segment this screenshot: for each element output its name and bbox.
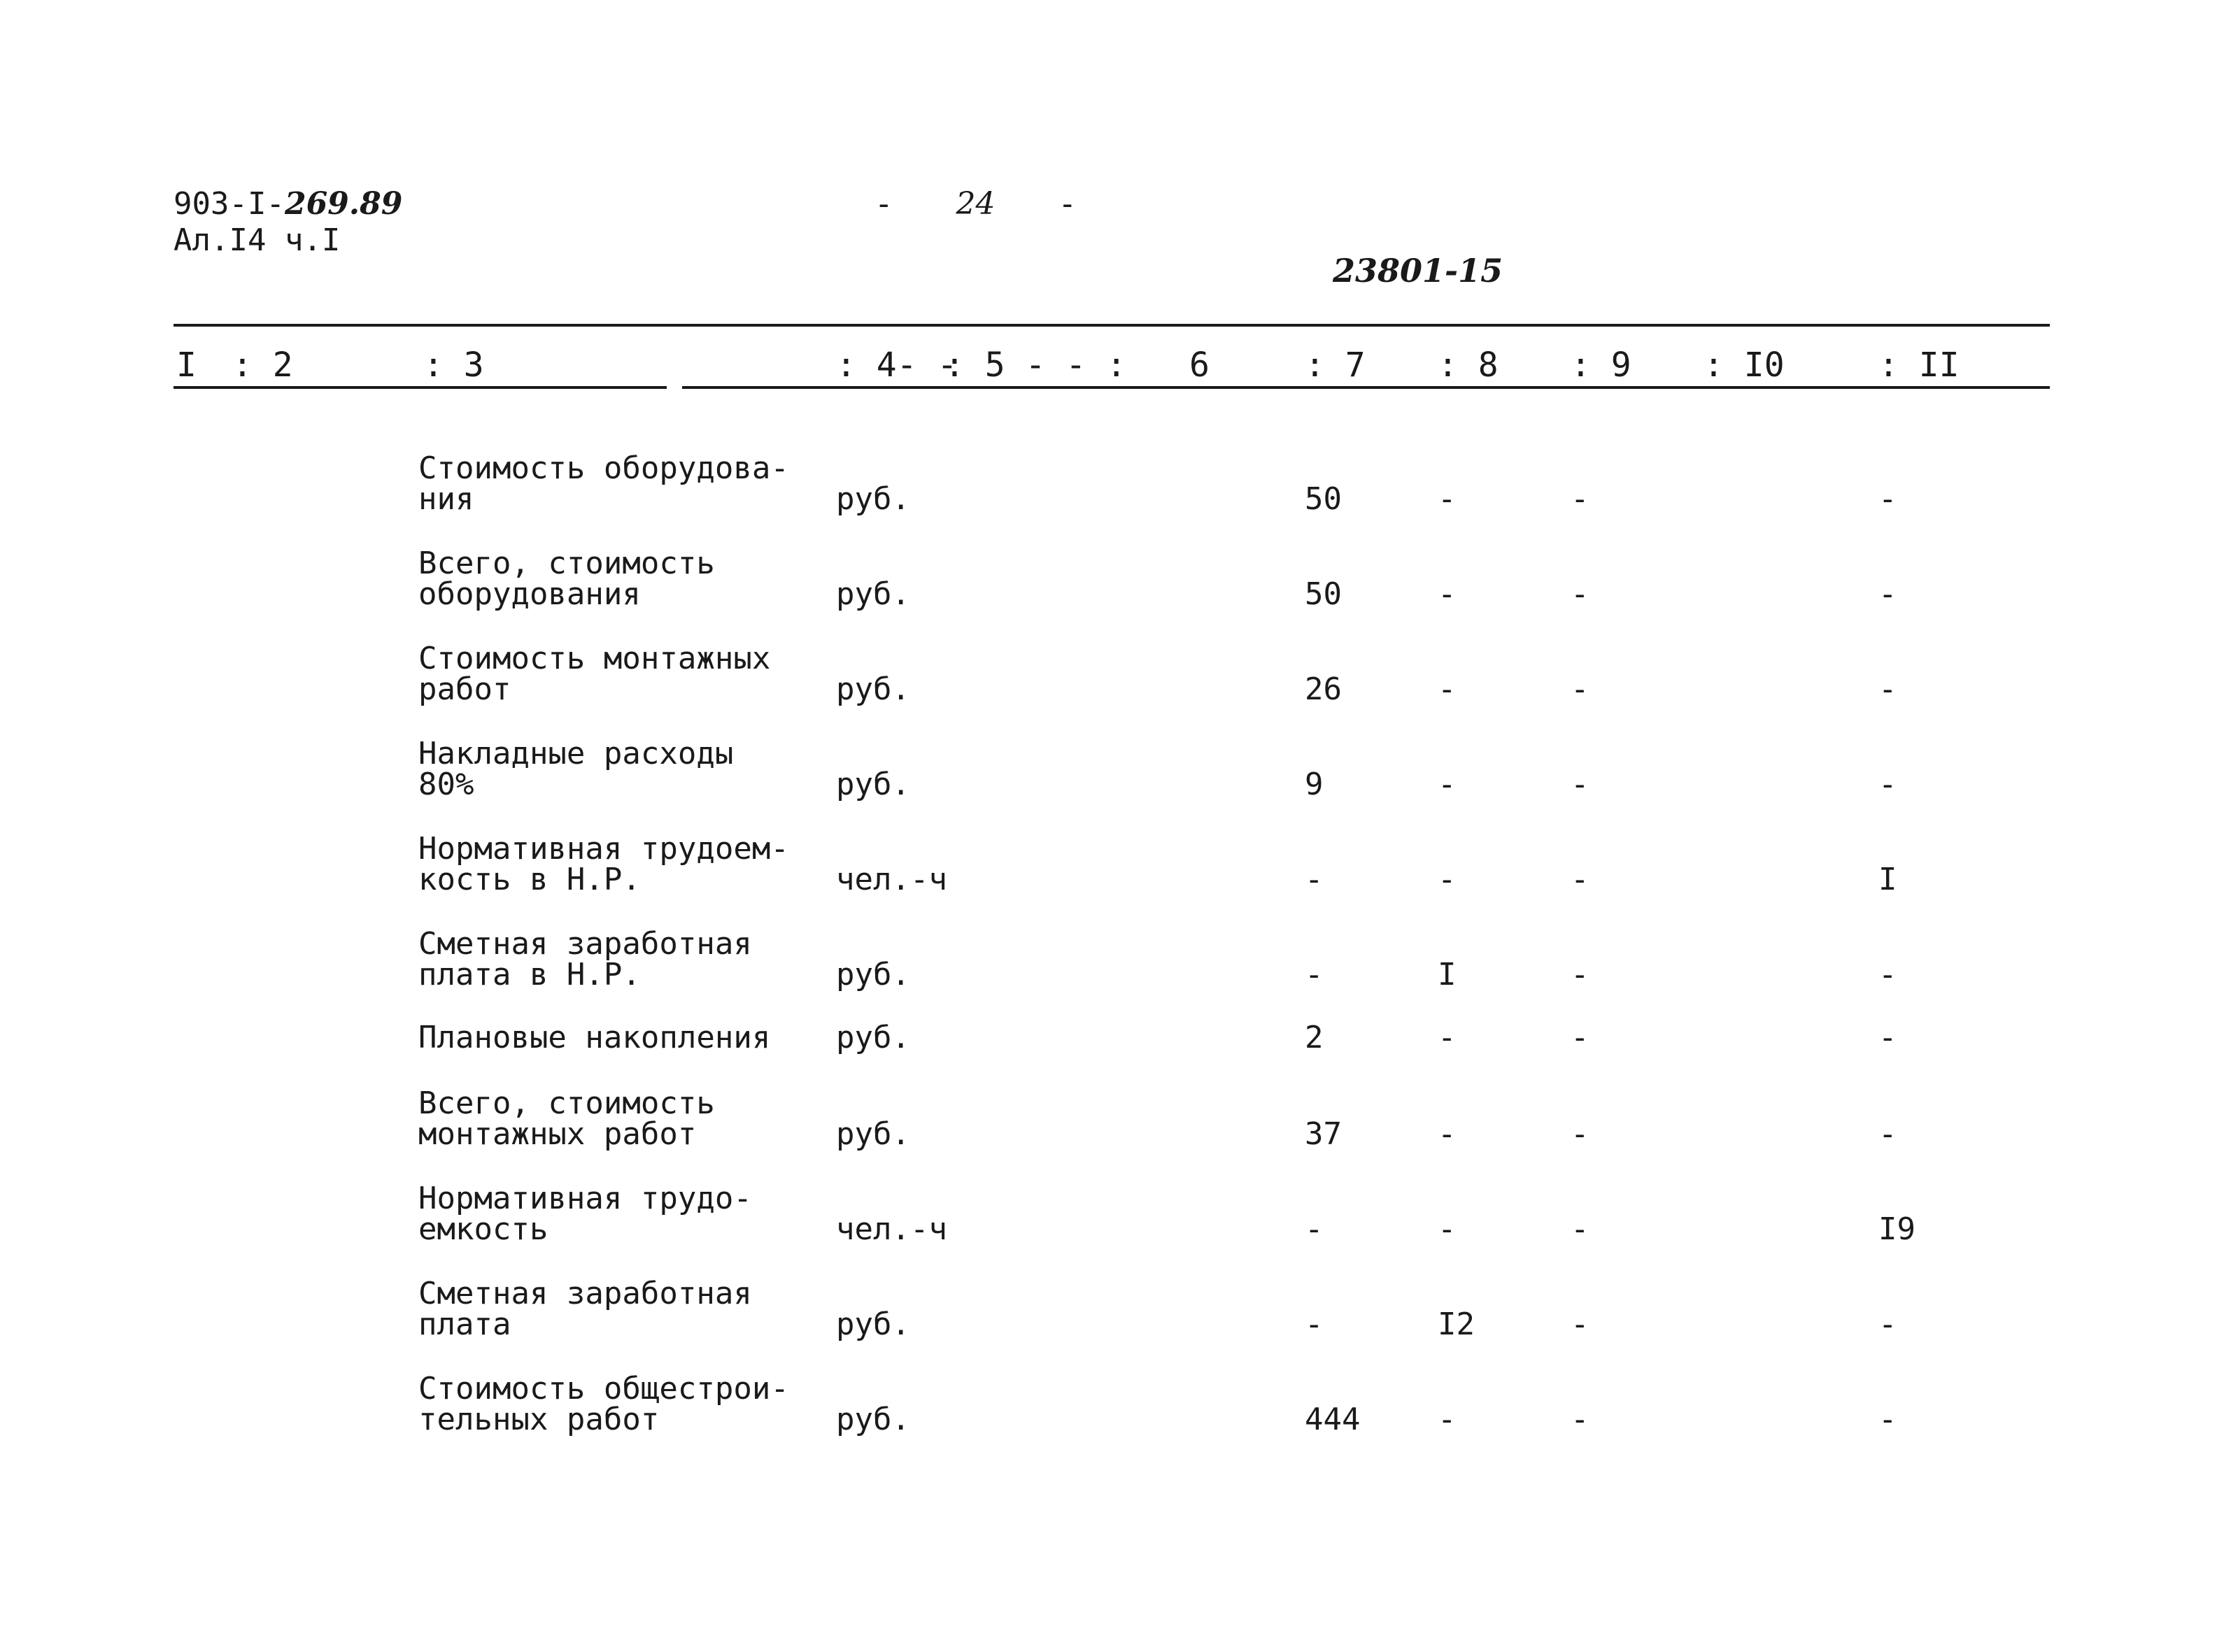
row-label: Всего, стоимость оборудования bbox=[418, 546, 715, 612]
row-label: Нормативная трудоем- кость в Н.Р. bbox=[418, 831, 789, 897]
row-unit: руб. bbox=[836, 1116, 910, 1152]
row-unit: чел.-ч bbox=[836, 862, 947, 897]
row-col8: - bbox=[1438, 481, 1457, 517]
row-col11: - bbox=[1878, 1402, 1897, 1437]
column-header-10: : I0 bbox=[1704, 346, 1785, 385]
row-label: Плановые накопления bbox=[418, 1020, 771, 1055]
row-col7: - bbox=[1305, 957, 1324, 992]
row-label: Стоимость оборудова- ния bbox=[418, 450, 789, 517]
row-col9: - bbox=[1571, 862, 1589, 897]
column-header-7: : 7 bbox=[1305, 346, 1366, 385]
row-col11: - bbox=[1878, 1020, 1897, 1055]
page-number-block bbox=[874, 187, 1077, 221]
row-col8: - bbox=[1438, 862, 1457, 897]
row-col7: 444 bbox=[1305, 1402, 1361, 1437]
row-col7: - bbox=[1305, 1306, 1324, 1342]
row-col7: - bbox=[1305, 1211, 1324, 1247]
row-label: Стоимость общестрои- тельных работ bbox=[418, 1371, 789, 1437]
row-unit: руб. bbox=[836, 1306, 910, 1342]
row-col9: - bbox=[1571, 1116, 1589, 1152]
row-col11: - bbox=[1878, 576, 1897, 612]
column-header-9: : 9 bbox=[1571, 346, 1631, 385]
header-bottom-rule-left bbox=[173, 386, 667, 389]
row-label: Стоимость монтажных работ bbox=[418, 641, 771, 707]
document-code bbox=[173, 187, 402, 221]
row-col11: - bbox=[1878, 1116, 1897, 1152]
row-col7: 9 bbox=[1305, 767, 1324, 802]
row-unit: руб. bbox=[836, 1020, 910, 1055]
row-col8: - bbox=[1438, 1116, 1457, 1152]
row-unit: руб. bbox=[836, 481, 910, 517]
row-col7: 37 bbox=[1305, 1116, 1342, 1152]
row-col7: 50 bbox=[1305, 576, 1342, 612]
row-label: Сметная заработная плата в Н.Р. bbox=[418, 926, 752, 992]
table-top-rule bbox=[173, 324, 2050, 327]
page-dash-right: - bbox=[1058, 186, 1077, 222]
row-col11: I bbox=[1878, 862, 1897, 897]
row-col11: - bbox=[1878, 957, 1897, 992]
row-label: Нормативная трудо- емкость bbox=[418, 1181, 752, 1247]
row-col9: - bbox=[1571, 671, 1589, 707]
row-col11: - bbox=[1878, 481, 1897, 517]
row-col8: - bbox=[1438, 1402, 1457, 1437]
row-unit: руб. bbox=[836, 1402, 910, 1437]
column-header-4: : 4- - bbox=[836, 346, 958, 385]
row-col9: - bbox=[1571, 1306, 1589, 1342]
column-header-6: 6 bbox=[1189, 346, 1210, 385]
column-header-1: I bbox=[176, 346, 197, 385]
row-label: Сметная заработная плата bbox=[418, 1276, 752, 1342]
row-unit: руб. bbox=[836, 957, 910, 992]
header-bottom-rule-right bbox=[682, 386, 2050, 389]
document-code-handwritten: 269.89 bbox=[284, 186, 403, 222]
row-col9: - bbox=[1571, 1402, 1589, 1437]
document-code-prefix: 903-I- bbox=[173, 186, 285, 222]
column-header-3: : 3 bbox=[423, 346, 484, 385]
row-col8: - bbox=[1438, 671, 1457, 707]
row-col9: - bbox=[1571, 1211, 1589, 1247]
row-col9: - bbox=[1571, 576, 1589, 612]
row-col11: - bbox=[1878, 1306, 1897, 1342]
row-col9: - bbox=[1571, 1020, 1589, 1055]
row-col8: - bbox=[1438, 1211, 1457, 1247]
column-header-2: : 2 bbox=[232, 346, 293, 385]
row-unit: чел.-ч bbox=[836, 1211, 947, 1247]
row-unit: руб. bbox=[836, 767, 910, 802]
row-label: Накладные расходы 80% bbox=[418, 736, 734, 802]
row-col9: - bbox=[1571, 481, 1589, 517]
column-header-11: : II bbox=[1878, 346, 1960, 385]
row-col8: I bbox=[1438, 957, 1457, 992]
row-label: Всего, стоимость монтажных работ bbox=[418, 1085, 715, 1152]
row-col7: 50 bbox=[1305, 481, 1342, 517]
row-col11: - bbox=[1878, 767, 1897, 802]
row-unit: руб. bbox=[836, 576, 910, 612]
row-col9: - bbox=[1571, 767, 1589, 802]
row-col8: - bbox=[1438, 767, 1457, 802]
page-number: 24 bbox=[956, 186, 996, 222]
row-col8: - bbox=[1438, 576, 1457, 612]
page-dash-left: - bbox=[874, 186, 893, 222]
row-col11: I9 bbox=[1878, 1211, 1915, 1247]
row-col7: 26 bbox=[1305, 671, 1342, 707]
row-col11: - bbox=[1878, 671, 1897, 707]
row-col9: - bbox=[1571, 957, 1589, 992]
column-header-5: : 5 - - : bbox=[944, 346, 1127, 385]
row-col7: - bbox=[1305, 862, 1324, 897]
inventory-number: 23801-15 bbox=[1333, 252, 1503, 290]
row-col8: I2 bbox=[1438, 1306, 1475, 1342]
column-header-8: : 8 bbox=[1438, 346, 1499, 385]
row-col8: - bbox=[1438, 1020, 1457, 1055]
sheet-label: Ал.I4 ч.I bbox=[173, 222, 341, 258]
row-col7: 2 bbox=[1305, 1020, 1324, 1055]
row-unit: руб. bbox=[836, 671, 910, 707]
